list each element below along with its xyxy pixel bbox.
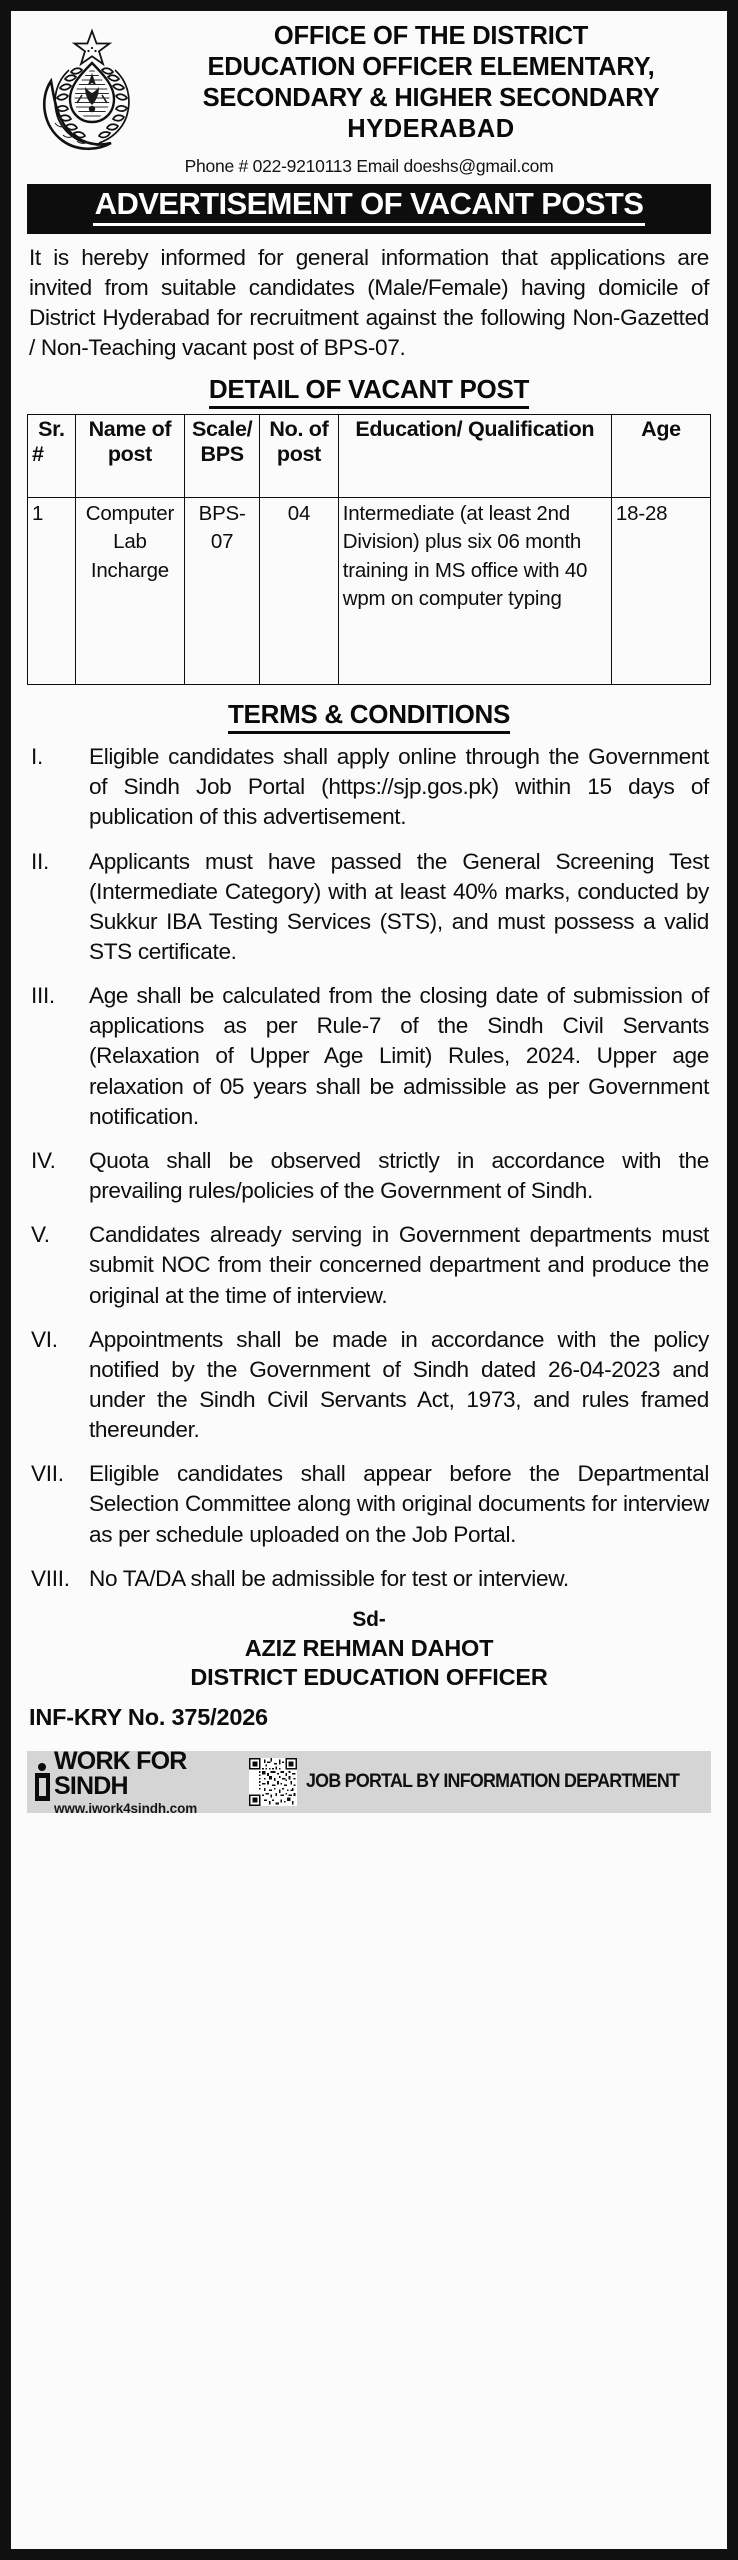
- column-header-sr-l2: #: [32, 442, 44, 467]
- iwork-for-sindh-logo: [35, 1746, 240, 1816]
- term-text: Appointments shall be made in accordance with the policy notified by the Government of Sindh dated 26-04-2023 and under the Sindh Civil Servants Act, 1973, and rules framed thereunder.: [89, 1326, 709, 1443]
- detail-of-vacant-post-heading: [27, 374, 711, 405]
- signature-block: [27, 1608, 711, 1691]
- cell-name-of-post: Computer Lab Incharge: [75, 498, 184, 685]
- term-item: [27, 981, 711, 1132]
- org-title-line-1: OFFICE OF THE DISTRICT: [273, 22, 589, 50]
- sindh-government-emblem-icon: [33, 23, 151, 151]
- cell-age: 18-28: [611, 498, 710, 685]
- term-number: IV.: [31, 1147, 56, 1173]
- term-number: VIII.: [31, 1565, 70, 1591]
- column-header-scale: [185, 415, 260, 498]
- signatory-name: AZIZ REHMAN DAHOT: [244, 1634, 494, 1661]
- term-number: VII.: [31, 1461, 64, 1487]
- cell-education-qualification: Intermediate (at least 2nd Division) plus six 06 month training in MS office with 40 wpm on computer typing: [338, 498, 611, 685]
- column-header-name-l1: Name of: [88, 417, 172, 442]
- vacant-posts-table: [27, 414, 711, 685]
- term-item: [27, 742, 711, 832]
- table-row: [28, 498, 711, 685]
- term-text: Applicants must have passed the General Screening Test (Intermediate Category) with at least 40% marks, conducted by Sukkur IBA Testing Services (STS), and must possess a valid STS certificate.: [89, 848, 709, 964]
- inf-reference-number: INF-KRY No. 375/2026: [29, 1703, 268, 1730]
- term-text: Quota shall be observed strictly in accordance with the prevailing rules/policies of the Government of Sindh.: [89, 1147, 709, 1204]
- term-item: [27, 847, 711, 968]
- terms-heading-text: TERMS & CONDITIONS: [228, 699, 510, 734]
- document-content: [13, 13, 725, 2547]
- column-header-age: [611, 415, 710, 498]
- cell-scale-bps: BPS-07: [185, 498, 260, 685]
- term-text: Age shall be calculated from the closing date of submission of applications as per Rule-7 of the Sindh Civil Servants (Relaxation of Upper Age Limit) Rules, 2024. Upper age relaxation of 05 years shall be admissible as per Government notification.: [89, 983, 709, 1129]
- column-header-education-l1: Education/ Qualification: [355, 417, 595, 442]
- column-header-no-l2: post: [276, 442, 322, 467]
- term-text: Eligible candidates shall appear before the Departmental Selection Committee along with original documents for interview as per schedule uploaded on the Job Portal.: [89, 1461, 709, 1547]
- term-number: II.: [31, 848, 49, 874]
- signatory-designation: DISTRICT EDUCATION OFFICER: [190, 1663, 548, 1690]
- intro-paragraph: It is hereby informed for general information that applications are invited from suitable candidates (Male/Female) having domicile of District Hyderabad for recruitment against the following Non-Gazetted / Non-Teaching vacant post of BPS-07.: [29, 244, 709, 360]
- term-number: V.: [31, 1222, 50, 1248]
- term-item: [27, 1220, 711, 1310]
- term-text: Eligible candidates shall apply online through the Government of Sindh Job Portal (https://sjp.gos.pk) within 15 days of publication of this advertisement.: [89, 744, 709, 830]
- column-header-age-l1: Age: [641, 417, 681, 442]
- document-header: [27, 19, 711, 151]
- qr-code-icon: [249, 1758, 297, 1806]
- banner-title: ADVERTISEMENT OF VACANT POSTS: [93, 188, 646, 226]
- person-icon: [35, 1763, 50, 1801]
- column-header-sr: [28, 415, 76, 498]
- column-header-no-of-post: [260, 415, 339, 498]
- contact-line: Phone # 022-9210113 Email doeshs@gmail.com: [184, 156, 554, 176]
- footer-note: JOB PORTAL BY INFORMATION DEPARTMENT: [306, 1770, 680, 1792]
- column-header-no-l1: No. of: [269, 417, 329, 442]
- terms-list: [27, 742, 711, 1594]
- term-text: No TA/DA shall be admissible for test or interview.: [89, 1565, 569, 1591]
- term-number: III.: [31, 983, 55, 1009]
- term-item: [27, 1146, 711, 1206]
- term-text: Candidates already serving in Government departments must submit NOC from their concerned department and produce the original at the time of interview.: [89, 1222, 709, 1308]
- iwork-url: www.iwork4sindh.com: [54, 1800, 198, 1816]
- term-item: [27, 1459, 711, 1549]
- column-header-name: [75, 415, 184, 498]
- cell-sr: 1: [28, 498, 76, 685]
- cell-no-of-post: 04: [260, 498, 339, 685]
- term-number: I.: [31, 744, 43, 770]
- terms-and-conditions-heading: [27, 699, 711, 730]
- column-header-scale-l1: Scale/: [191, 417, 253, 442]
- org-title-line-3: SECONDARY & HIGHER SECONDARY: [202, 83, 660, 112]
- advertisement-banner: [27, 184, 711, 234]
- table-header-row: [28, 415, 711, 498]
- column-header-education: [338, 415, 611, 498]
- term-number: VI.: [31, 1326, 58, 1352]
- footer-strip: [27, 1746, 711, 1816]
- detail-heading-text: DETAIL OF VACANT POST: [209, 374, 529, 409]
- org-title-line-4: HYDERABAD: [347, 114, 515, 143]
- term-item: [27, 1325, 711, 1446]
- column-header-scale-l2: BPS: [200, 442, 244, 467]
- iwork-brand-text: WORK FOR SINDH: [54, 1746, 187, 1800]
- column-header-sr-l1: Sr.: [38, 417, 65, 442]
- organization-title: [157, 21, 711, 144]
- term-item: [27, 1564, 711, 1594]
- column-header-name-l2: post: [107, 442, 153, 467]
- signature-sd: Sd-: [352, 1607, 386, 1631]
- org-title-line-2: EDUCATION OFFICER ELEMENTARY,: [207, 52, 655, 81]
